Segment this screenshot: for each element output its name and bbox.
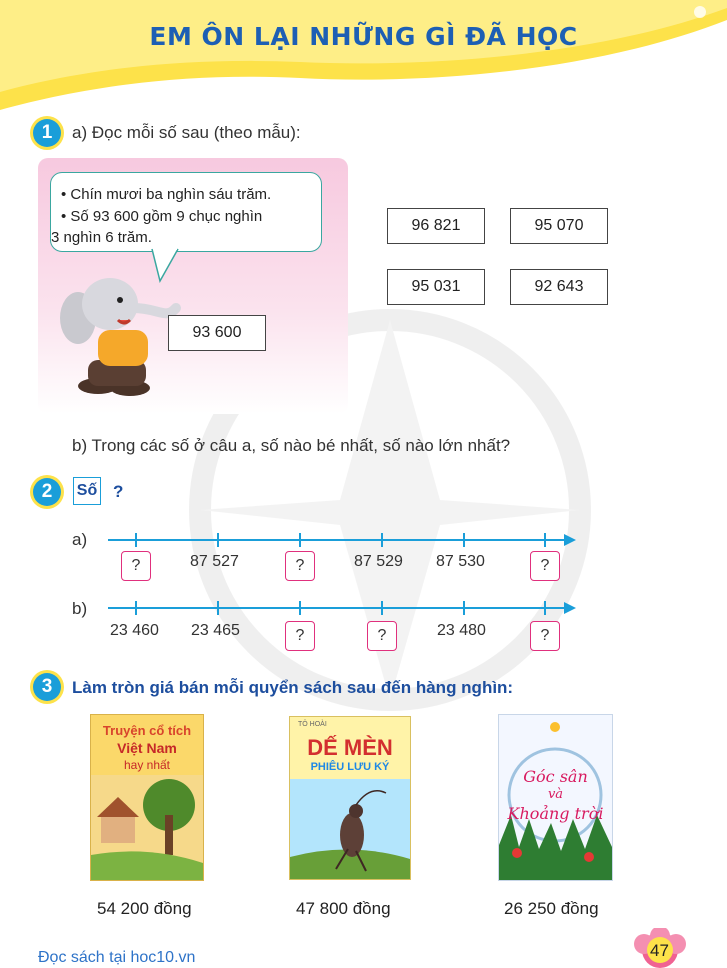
so-label-box: Số <box>73 477 101 505</box>
line-a-value-5: 87 530 <box>436 553 485 570</box>
number-box-2: 95 070 <box>510 208 608 244</box>
exercise-2-badge: 2 <box>33 478 61 506</box>
page-title: EM ÔN LẠI NHỮNG GÌ ĐÃ HỌC <box>149 22 578 51</box>
line-b-value-2: 23 465 <box>191 622 240 639</box>
footer-link[interactable]: Đọc sách tại hoc10.vn <box>38 949 196 966</box>
bubble-line-2: • Số 93 600 gồm 9 chục nghìn <box>61 208 263 225</box>
number-box-1: 96 821 <box>387 208 485 244</box>
question-mark: ? <box>113 482 124 501</box>
book-cover-1 <box>90 714 204 881</box>
number-line-a <box>108 530 578 550</box>
book-3-title-2: và <box>547 787 564 802</box>
book-cover-3 <box>498 714 613 881</box>
exercise-1-badge: 1 <box>33 119 61 147</box>
number-line-b <box>108 598 578 618</box>
line-b-value-5: 23 480 <box>437 622 486 639</box>
book-2-title-2: PHIÊU LƯU KÝ <box>310 761 390 773</box>
exercise-1a-text: a) Đọc mỗi số sau (theo mẫu): <box>72 123 301 142</box>
book-1-title-1: Truyện cổ tích <box>102 723 192 738</box>
line-a-label: a) <box>72 530 88 549</box>
page-number: 47 <box>650 941 669 960</box>
line-a-blank-3[interactable]: ? <box>285 551 315 581</box>
line-a-blank-6[interactable]: ? <box>530 551 560 581</box>
book-1-title-3: hay nhất <box>123 758 171 772</box>
book-3-price: 26 250 đồng <box>504 899 599 918</box>
book-1-price: 54 200 đồng <box>97 899 192 918</box>
book-1-illustration <box>91 775 203 880</box>
line-b-blank-4[interactable]: ? <box>367 621 397 651</box>
line-b-label: b) <box>72 599 88 618</box>
line-b-blank-6[interactable]: ? <box>530 621 560 651</box>
header-banner <box>0 0 727 110</box>
book-1-title-2: Việt Nam <box>117 740 177 756</box>
book-2-illustration <box>290 779 410 879</box>
book-2-price: 47 800 đồng <box>296 899 391 918</box>
bubble-line-3: 3 nghìn 6 trăm. <box>51 229 152 246</box>
line-b-blank-3[interactable]: ? <box>285 621 315 651</box>
line-a-value-2: 87 527 <box>190 553 239 570</box>
book-3-title-1: Góc sân <box>523 767 588 786</box>
book-3-title-3: Khoảng trời <box>507 804 604 823</box>
line-b-value-1: 23 460 <box>110 622 159 639</box>
exercise-1b-text: b) Trong các số ở câu a, số nào bé nhất, số nào lớn nhất? <box>72 436 511 455</box>
book-2-title-1: DẾ MÈN <box>307 735 393 760</box>
bubble-line-1: • Chín mươi ba nghìn sáu trăm. <box>61 186 272 203</box>
number-box-3: 95 031 <box>387 269 485 305</box>
exercise-3-badge: 3 <box>33 673 61 701</box>
book-cover-2 <box>289 716 411 880</box>
book-2-author: TÔ HOÀI <box>298 721 327 728</box>
number-box-4: 92 643 <box>510 269 608 305</box>
exercise-3-title: Làm tròn giá bán mỗi quyển sách sau đến hàng nghìn: <box>72 678 514 697</box>
line-a-value-4: 87 529 <box>354 553 403 570</box>
example-number-box: 93 600 <box>168 315 266 351</box>
speech-bubble <box>50 172 322 252</box>
line-a-blank-1[interactable]: ? <box>121 551 151 581</box>
